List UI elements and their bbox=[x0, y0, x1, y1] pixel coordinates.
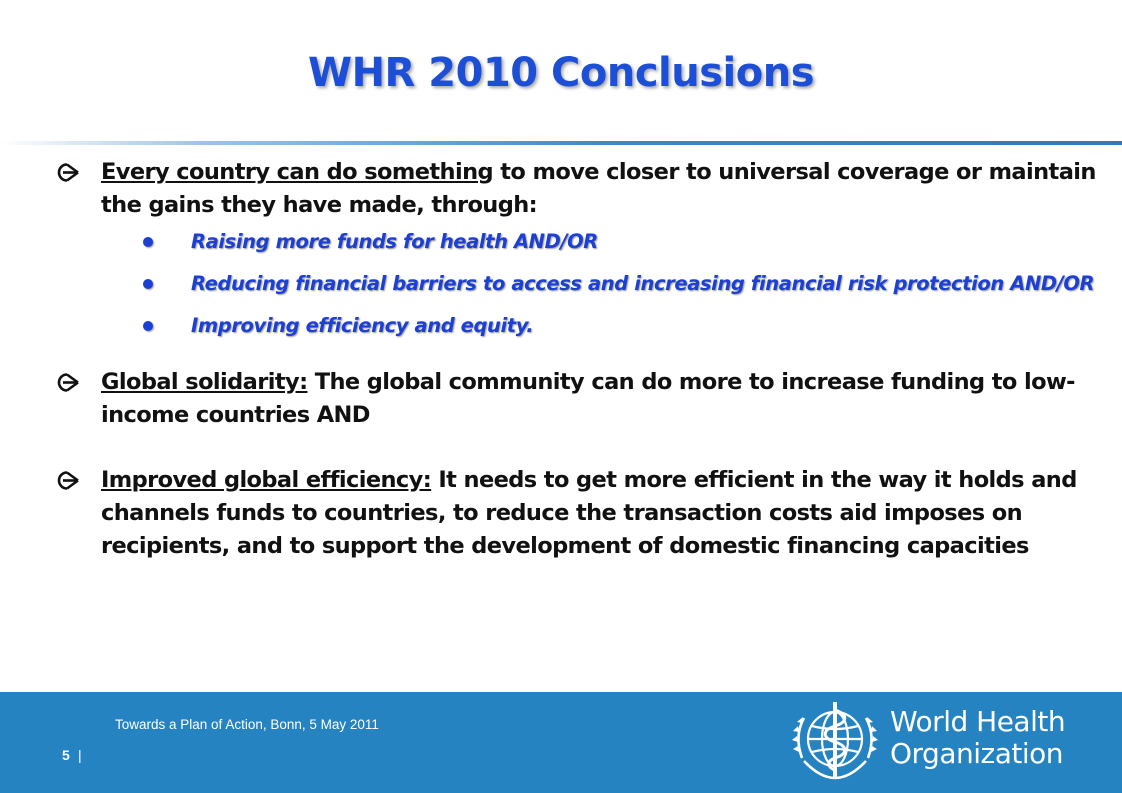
dot-icon bbox=[143, 279, 153, 289]
dot-icon bbox=[143, 321, 153, 331]
who-org-name bbox=[890, 706, 1065, 770]
arrow-right-icon bbox=[52, 464, 82, 497]
sub-bullet-list bbox=[101, 227, 1112, 340]
bullet-every-country bbox=[52, 156, 1112, 340]
arrow-right-icon bbox=[52, 366, 82, 399]
slide-content bbox=[52, 150, 1112, 563]
bullet-lead: Improved global efficiency: bbox=[101, 467, 432, 493]
bullet-global-efficiency bbox=[52, 464, 1112, 563]
bullet-lead: Every country can do something bbox=[101, 159, 494, 185]
sub-bullet-item: Raising more funds for health AND/OR bbox=[139, 227, 1112, 256]
page-number: 5 bbox=[62, 747, 70, 763]
footer-caption: Towards a Plan of Action, Bonn, 5 May 2011 bbox=[115, 717, 379, 732]
bullet-text: The global community can do more to increase funding to low-income countries AND bbox=[101, 369, 1075, 428]
arrow-right-icon bbox=[52, 156, 82, 189]
who-emblem-icon bbox=[790, 696, 880, 786]
title-divider bbox=[0, 141, 1122, 145]
page-separator: | bbox=[78, 747, 82, 763]
org-name-line2: Organization bbox=[890, 737, 1064, 770]
org-name-line1: World Health bbox=[890, 705, 1066, 738]
sub-bullet-item: Reducing financial barriers to access and increasing financial risk protection AND/OR bbox=[139, 269, 1112, 298]
sub-bullet-item: Improving efficiency and equity. bbox=[139, 311, 1112, 340]
slide-title: WHR 2010 Conclusions bbox=[307, 50, 815, 96]
bullet-global-solidarity bbox=[52, 366, 1112, 432]
bullet-text: to move closer to universal coverage or maintain the gains they have made, through: bbox=[101, 159, 1096, 218]
dot-icon bbox=[143, 237, 153, 247]
bullet-lead: Global solidarity: bbox=[101, 369, 308, 395]
footer-band bbox=[0, 692, 1122, 793]
bullet-text: It needs to get more efficient in the way it holds and channels funds to countries, to reduce the transaction costs aid imposes on recipients, and to support the development of domestic financing capacities bbox=[101, 467, 1077, 559]
